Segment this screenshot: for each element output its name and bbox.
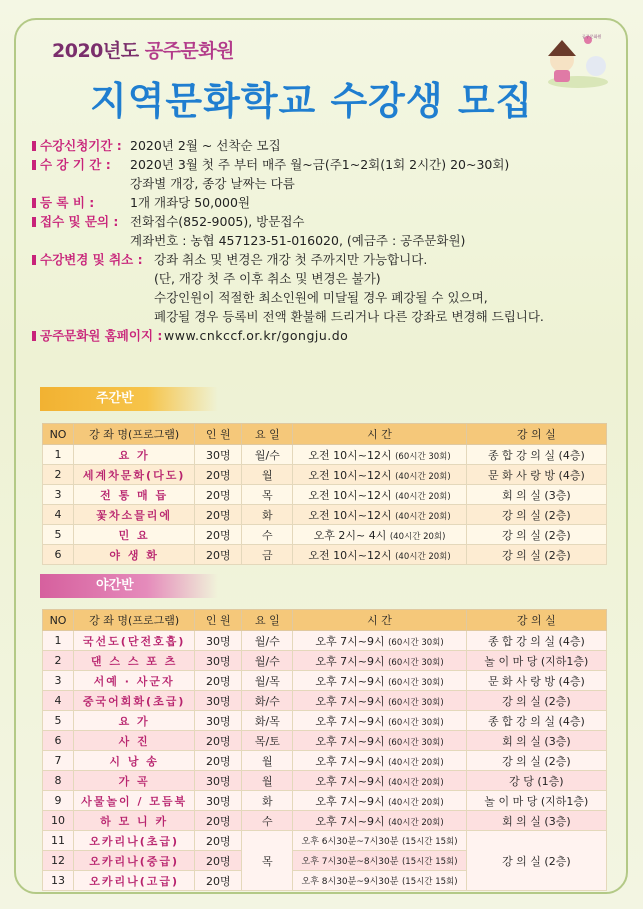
course-capacity: 30명: [195, 711, 242, 731]
course-hours-note: (60시간 30회): [388, 677, 444, 688]
course-time-text: 오후 6시30분~7시30분: [301, 837, 399, 847]
change-line-2: (단, 개강 첫 주 이후 취소 및 변경은 불가): [154, 271, 381, 286]
course-hours-note: (40시간 20회): [388, 817, 444, 828]
fee-label: 등 록 비 :: [32, 193, 94, 212]
course-hours-note: (15시간 15회): [401, 837, 458, 847]
course-room: 강 의 실 (2층): [466, 751, 606, 771]
course-no: 4: [43, 505, 74, 525]
course-hours-note: (60시간 30회): [395, 451, 451, 462]
course-time: [293, 771, 466, 791]
course-name: 요 가: [74, 711, 195, 731]
course-no: 1: [43, 445, 74, 465]
course-room: 문 화 사 랑 방 (4층): [466, 465, 606, 485]
day-class-rows: [43, 445, 607, 565]
course-no: 2: [43, 651, 74, 671]
header-day: 요 일: [242, 610, 293, 631]
course-day: 월: [242, 771, 293, 791]
table-row: [43, 811, 607, 831]
course-name: 꽃차소믈리에: [74, 505, 195, 525]
fee-row: [32, 193, 622, 212]
course-time-text: 오후 7시~9시: [315, 654, 385, 668]
course-capacity: 20명: [195, 731, 242, 751]
homepage-row: [32, 326, 622, 345]
course-day: 월/수: [242, 631, 293, 651]
table-row: [43, 525, 607, 545]
course-time-text: 오후 7시~9시: [315, 734, 385, 748]
day-class-tag: 주간반: [40, 387, 218, 411]
table-row: [43, 671, 607, 691]
course-room: 회 의 실 (3층): [466, 485, 606, 505]
course-no: 12: [43, 851, 74, 871]
course-room: 강 의 실 (2층): [466, 545, 606, 565]
course-day: 수: [242, 811, 293, 831]
year-title-org: 공주문화원: [144, 40, 234, 62]
account-row: [32, 231, 622, 250]
course-day: 목/토: [242, 731, 293, 751]
apply-row: [32, 136, 622, 155]
course-time: [293, 445, 466, 465]
night-class-rows: [43, 631, 607, 891]
course-capacity: 20명: [195, 811, 242, 831]
course-no: 13: [43, 871, 74, 891]
course-day: 화/목: [242, 711, 293, 731]
contact-value: 전화접수(852-9005), 방문접수: [130, 214, 305, 229]
course-name: 하 모 니 카: [74, 811, 195, 831]
table-row: [43, 691, 607, 711]
course-room: 강 의 실 (2층): [466, 525, 606, 545]
course-time-text: 오전 10시~12시: [308, 488, 392, 502]
course-name: 국선도(단전호흡): [74, 631, 195, 651]
year-title-prefix: 2020년도: [52, 40, 145, 62]
change-label: 수강변경 및 취소 :: [32, 250, 143, 269]
course-name: 세계차문화(다도): [74, 465, 195, 485]
logo-text: 공주문화원: [582, 34, 602, 39]
course-name: 댄 스 스 포 츠: [74, 651, 195, 671]
day-class-table: [42, 423, 607, 565]
course-name: 오카리나(초급): [74, 831, 195, 851]
apply-value: 2020년 2월 ~ 선착순 모집: [130, 138, 281, 153]
header-count: 인 원: [195, 610, 242, 631]
course-time: [293, 751, 466, 771]
course-capacity: 20명: [195, 851, 242, 871]
course-no: 7: [43, 751, 74, 771]
course-day: 목: [242, 485, 293, 505]
course-room: 강 당 (1층): [466, 771, 606, 791]
course-name: 사물놀이 / 모듬북: [74, 791, 195, 811]
course-day: 월/수: [242, 651, 293, 671]
course-time: [293, 831, 466, 851]
course-hours-note: (60시간 30회): [388, 637, 444, 648]
course-room: 종 합 강 의 실 (4층): [466, 445, 606, 465]
table-row: [43, 711, 607, 731]
course-name: 중국어회화(초급): [74, 691, 195, 711]
course-day: 화/수: [242, 691, 293, 711]
course-time-text: 오후 7시~9시: [315, 814, 385, 828]
course-no: 3: [43, 671, 74, 691]
course-name: 전 통 매 듭: [74, 485, 195, 505]
course-capacity: 20명: [195, 751, 242, 771]
contact-row: [32, 212, 622, 231]
change-row-2: [32, 269, 622, 288]
course-day: 목: [242, 831, 293, 891]
course-room: 회 의 실 (3층): [466, 731, 606, 751]
course-day: 금: [242, 545, 293, 565]
course-time: [293, 871, 466, 891]
course-room: 강 의 실 (2층): [466, 691, 606, 711]
course-capacity: 20명: [195, 545, 242, 565]
homepage-link[interactable]: www.cnkccf.or.kr/gongju.do: [164, 328, 349, 343]
homepage-label: 공주문화원 홈페이지 :: [32, 326, 162, 345]
info-section: [32, 136, 622, 345]
table-row: [43, 545, 607, 565]
course-time: [293, 851, 466, 871]
course-time-text: 오전 10시~12시: [308, 508, 392, 522]
course-day: 화: [242, 505, 293, 525]
course-capacity: 30명: [195, 691, 242, 711]
course-time: [293, 711, 466, 731]
course-time: [293, 545, 466, 565]
period-note-row: [32, 174, 622, 193]
table-row: [43, 651, 607, 671]
night-class-tag: 야간반: [40, 574, 218, 598]
change-row-3: [32, 288, 622, 307]
course-time-text: 오후 7시~9시: [315, 674, 385, 688]
course-time-text: 오전 10시~12시: [308, 548, 392, 562]
course-no: 6: [43, 731, 74, 751]
table-header-row: [43, 424, 607, 445]
course-day: 월: [242, 751, 293, 771]
course-time: [293, 485, 466, 505]
course-hours-note: (15시간 15회): [401, 877, 458, 887]
apply-label: 수강신청기간 :: [32, 136, 122, 155]
course-no: 5: [43, 711, 74, 731]
contact-label: 접수 및 문의 :: [32, 212, 118, 231]
year-title: [52, 36, 234, 63]
course-hours-note: (40시간 20회): [395, 491, 451, 502]
course-hours-note: (40시간 20회): [395, 511, 451, 522]
course-name: 야 생 화: [74, 545, 195, 565]
table-row: [43, 465, 607, 485]
course-capacity: 20명: [195, 671, 242, 691]
mascot-logo-icon: [538, 26, 616, 90]
course-room: 종 합 강 의 실 (4층): [466, 711, 606, 731]
course-day: 월/목: [242, 671, 293, 691]
course-room: 문 화 사 랑 방 (4층): [466, 671, 606, 691]
change-line-1: 강좌 취소 및 변경은 개강 첫 주까지만 가능합니다.: [154, 252, 428, 267]
table-row: [43, 831, 607, 851]
table-header-row: [43, 610, 607, 631]
course-capacity: 30명: [195, 445, 242, 465]
course-capacity: 20명: [195, 525, 242, 545]
header-room: 강 의 실: [466, 424, 606, 445]
table-row: [43, 485, 607, 505]
main-title: 지역문화학교 수강생 모집: [90, 79, 534, 123]
course-time-text: 오후 7시~9시: [315, 634, 385, 648]
course-no: 6: [43, 545, 74, 565]
course-hours-note: (60시간 30회): [388, 697, 444, 708]
header-no: NO: [43, 610, 74, 631]
course-capacity: 30명: [195, 651, 242, 671]
course-time: [293, 671, 466, 691]
course-name: 요 가: [74, 445, 195, 465]
course-time: [293, 651, 466, 671]
course-name: 서예 · 사군자: [74, 671, 195, 691]
course-day: 수: [242, 525, 293, 545]
table-row: [43, 445, 607, 465]
night-class-table: [42, 609, 607, 891]
course-name: 사 진: [74, 731, 195, 751]
course-hours-note: (40시간 20회): [388, 797, 444, 808]
course-capacity: 30명: [195, 631, 242, 651]
course-room: 강 의 실 (2층): [466, 831, 606, 891]
header-name: 강 좌 명(프로그램): [74, 610, 195, 631]
account-value: 계좌번호 : 농협 457123-51-016020, (예금주 : 공주문화원): [130, 233, 466, 248]
course-hours-note: (40시간 20회): [395, 471, 451, 482]
course-no: 9: [43, 791, 74, 811]
course-time-text: 오후 7시~9시: [315, 754, 385, 768]
course-day: 월: [242, 465, 293, 485]
course-time: [293, 811, 466, 831]
course-time: [293, 731, 466, 751]
course-capacity: 20명: [195, 871, 242, 891]
header-no: NO: [43, 424, 74, 445]
change-row: [32, 250, 622, 269]
header-time: 시 간: [293, 610, 466, 631]
course-name: 가 곡: [74, 771, 195, 791]
table-row: [43, 631, 607, 651]
course-time: [293, 631, 466, 651]
fee-value: 1개 개좌당 50,000원: [130, 195, 251, 210]
course-time: [293, 691, 466, 711]
course-hours-note: (60시간 30회): [388, 717, 444, 728]
course-room: 놀 이 마 당 (지하1층): [466, 791, 606, 811]
course-room: 종 합 강 의 실 (4층): [466, 631, 606, 651]
header-count: 인 원: [195, 424, 242, 445]
course-capacity: 20명: [195, 465, 242, 485]
course-time-text: 오전 10시~12시: [308, 448, 392, 462]
course-hours-note: (15시간 15회): [401, 857, 458, 867]
course-hours-note: (60시간 30회): [388, 657, 444, 668]
period-row: [32, 155, 622, 174]
table-row: [43, 731, 607, 751]
course-no: 10: [43, 811, 74, 831]
course-capacity: 30명: [195, 771, 242, 791]
course-no: 4: [43, 691, 74, 711]
course-room: 강 의 실 (2층): [466, 505, 606, 525]
course-time-text: 오후 7시~9시: [315, 714, 385, 728]
course-time: [293, 505, 466, 525]
table-row: [43, 791, 607, 811]
header-day: 요 일: [242, 424, 293, 445]
course-time: [293, 525, 466, 545]
course-capacity: 20명: [195, 505, 242, 525]
course-name: 시 낭 송: [74, 751, 195, 771]
course-time-text: 오후 8시30분~9시30분: [301, 877, 399, 887]
period-value: 2020년 3월 첫 주 부터 매주 월~금(주1~2회(1회 2시간) 20~30회): [130, 157, 510, 172]
change-row-4: [32, 307, 622, 326]
period-label: 수 강 기 간 :: [32, 155, 111, 174]
course-hours-note: (40시간 20회): [389, 531, 446, 542]
course-capacity: 20명: [195, 831, 242, 851]
course-no: 8: [43, 771, 74, 791]
course-hours-note: (40시간 20회): [395, 551, 451, 562]
course-no: 3: [43, 485, 74, 505]
course-hours-note: (40시간 20회): [388, 777, 444, 788]
table-row: [43, 771, 607, 791]
course-day: 화: [242, 791, 293, 811]
course-time-text: 오후 7시~9시: [315, 794, 385, 808]
course-time-text: 오전 10시~12시: [308, 468, 392, 482]
course-no: 11: [43, 831, 74, 851]
course-time-text: 오후 2시~ 4시: [313, 528, 387, 542]
course-hours-note: (40시간 20회): [388, 757, 444, 768]
course-name: 오카리나(중급): [74, 851, 195, 871]
course-time-text: 오후 7시~9시: [315, 694, 385, 708]
course-room: 회 의 실 (3층): [466, 811, 606, 831]
header-name: 강 좌 명(프로그램): [74, 424, 195, 445]
table-row: [43, 505, 607, 525]
period-note: 강좌별 개강, 종강 날짜는 다름: [130, 176, 295, 191]
course-capacity: 20명: [195, 485, 242, 505]
header-room: 강 의 실: [466, 610, 606, 631]
course-name: 민 요: [74, 525, 195, 545]
table-row: [43, 751, 607, 771]
course-time-text: 오후 7시30분~8시30분: [301, 857, 399, 867]
course-capacity: 30명: [195, 791, 242, 811]
course-time-text: 오후 7시~9시: [315, 774, 385, 788]
course-time: [293, 791, 466, 811]
course-room: 놀 이 마 당 (지하1층): [466, 651, 606, 671]
course-name: 오카리나(고급): [74, 871, 195, 891]
course-hours-note: (60시간 30회): [388, 737, 444, 748]
course-no: 1: [43, 631, 74, 651]
header-time: 시 간: [293, 424, 466, 445]
change-line-4: 폐강될 경우 등록비 전액 환불해 드리거나 다른 강좌로 변경해 드립니다.: [154, 309, 544, 324]
course-time: [293, 465, 466, 485]
change-line-3: 수강인원이 적절한 최소인원에 미달될 경우 폐강될 수 있으며,: [154, 290, 488, 305]
course-no: 2: [43, 465, 74, 485]
course-no: 5: [43, 525, 74, 545]
course-day: 월/수: [242, 445, 293, 465]
